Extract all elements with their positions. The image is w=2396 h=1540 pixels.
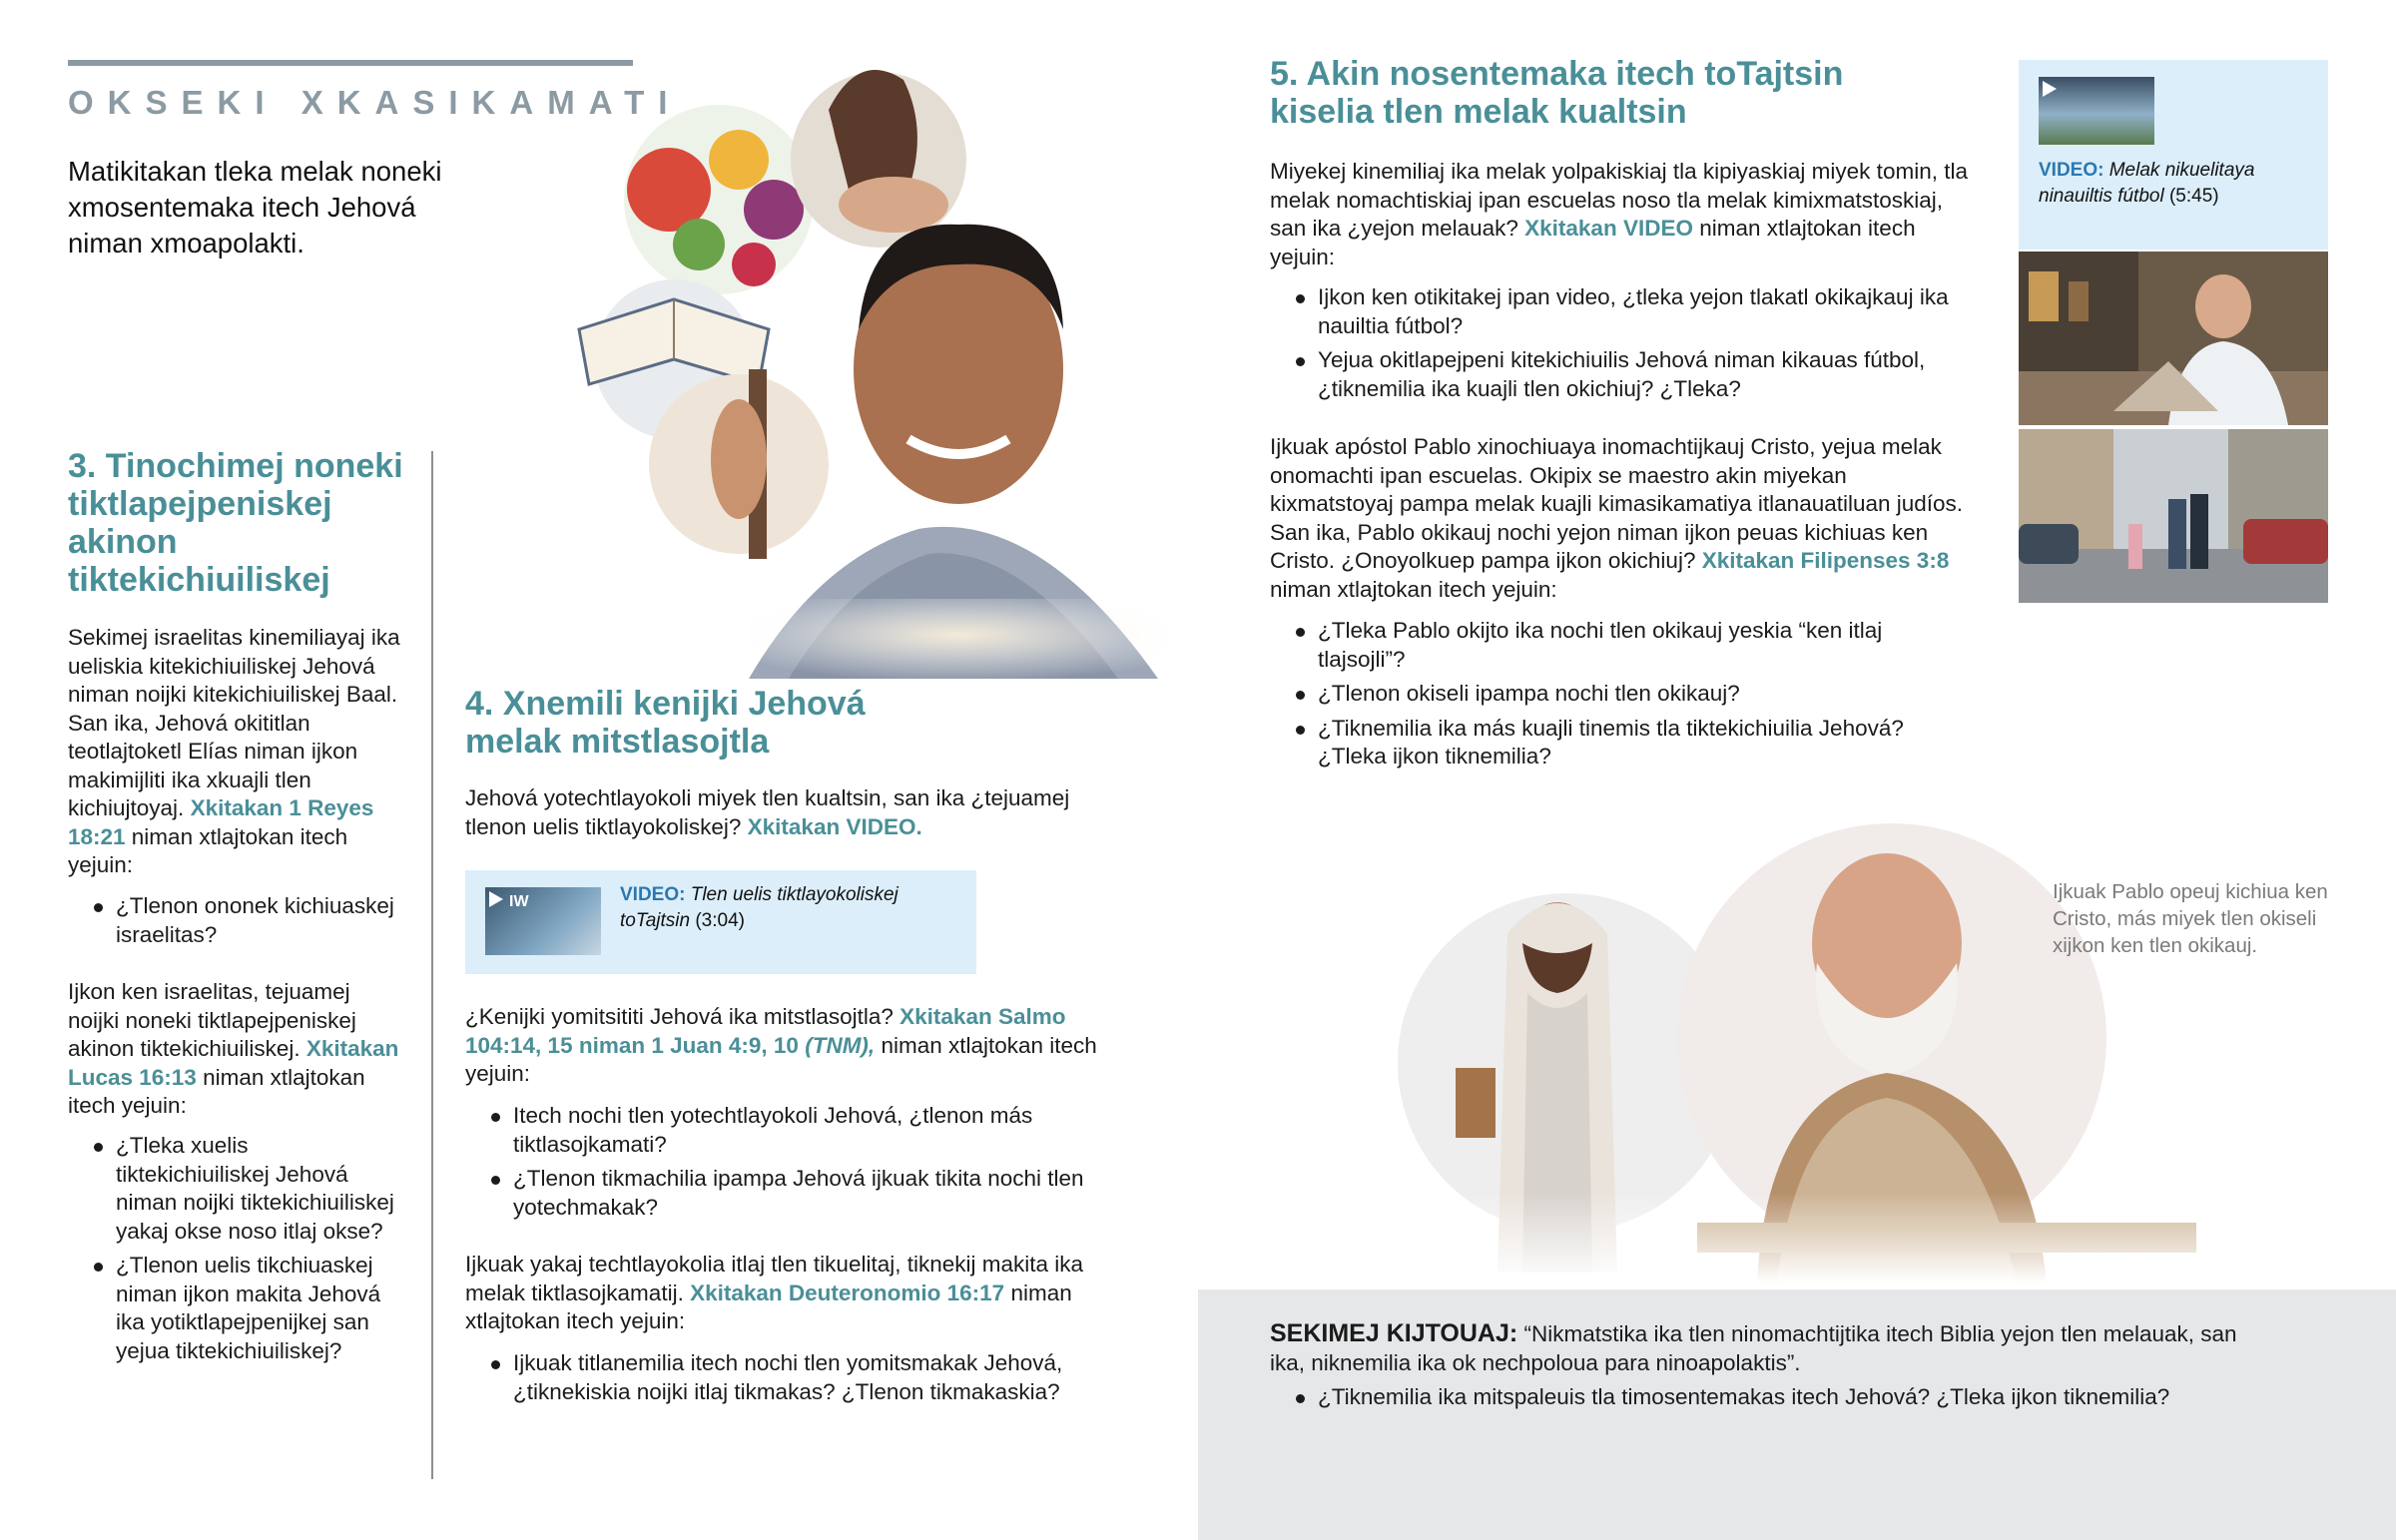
question-item: Ijkon ken otikitakej ipan video, ¿tleka yejon tlakatl okikajkauj ika nauiltia fútbol? [1270,283,1974,340]
section-3-p1-text: Sekimej israelitas kinemiliayaj ika ueliskia kitekichiuiliskej Jehová niman noijki kitekichiuiliskej Baal. San ika, Jehová okititlan teotlajtoketl Elías niman ijkon makimijliti ika xkuajli tlen kichiujtoyaj. [68,625,400,820]
scripture-link-filipenses[interactable]: Xkitakan Filipenses 3:8 [1701,548,1950,573]
question-item: Ijkuak titlanemilia itech nochi tlen yomitsmakak Jehová, ¿tiknekiskia noijki itlaj tikmakas? ¿Tlenon tikmakaskia? [465,1349,1134,1406]
section-5-p1-tail: niman xtlajtokan itech yejuin: [1270,216,1916,269]
section-3-p1-tail: niman xtlajtokan itech yejuin: [68,823,348,877]
video-link-section-4[interactable]: Xkitakan VIDEO. [747,813,922,839]
video-duration: (3:04) [695,910,745,931]
video-title: Tlen uelis tiktlayokoliskej toTajtsin [620,884,898,931]
scripture-link-salmo[interactable]: Xkitakan Salmo 104:14, 15 niman 1 Juan 4:9, 10 [465,1004,1066,1058]
intro-text: Matikitakan tleka melak noneki xmosentemaka itech Jehová niman xmoapolakti. [68,156,442,258]
question-item: Yejua okitlapejpeni kitekichiuilis Jehová niman kikauas fútbol, ¿tiknemilia ika kuajli tlen okichiuj? ¿Tleka? [1270,346,1974,403]
section-4-questions-2 [465,1343,1134,1406]
tnm-tag: (TNM), [805,1032,876,1058]
footer-questions [1270,1383,2268,1412]
section-3-paragraph-1 [68,624,407,880]
question-item: ¿Tleka xuelis tiktekichiuiliskej Jehová niman noijki tiktekichiuiliskej yakaj okse noso itlaj okse? [68,1132,407,1246]
scripture-link-lucas[interactable]: Xkitakan Lucas 16:13 [68,1036,399,1090]
video-title: Melak nikuelitaya ninauiltis fútbol [2039,160,2255,207]
section-5-p1-text: Miyekej kinemiliaj ika melak yolpakiskiaj tla kipiyaskiaj miyek tomin, tla melak nomachtiskiaj ipan escuelas noso tla melak kimixmatstoskiaj, san ika ¿yejon melauak? [1270,159,1968,241]
section-4-paragraph-1 [465,784,1134,841]
section-4-p2-text: ¿Kenijki yomitsititi Jehová ika mitstlasojtla? [465,1004,900,1029]
scripture-link-deuteronomio[interactable]: Xkitakan Deuteronomio 16:17 [690,1280,1005,1305]
video-duration: (5:45) [2168,186,2219,207]
question-item: ¿Tleka Pablo okijto ika nochi tlen okikauj yeskia “ken itlaj tlajsojli”? [1270,617,1974,674]
section-4-p3-text: Ijkuak yakaj techtlayokolia itlaj tlen tikuelitaj, tiknekij makita ika melak tiktlasojkamatij. [465,1252,1084,1305]
iw-badge: IW [509,893,529,910]
video-still-street [2019,429,2328,603]
section-4-paragraph-2 [465,1003,1134,1089]
video-thumbnail[interactable] [2039,77,2154,145]
section-4-title: 4. Xnemili kenijki Jehová melak mitstlasojtla [465,685,866,761]
video-link-section-5[interactable]: Xkitakan VIDEO [1524,216,1693,241]
play-icon[interactable] [489,891,503,907]
header-rule [68,60,633,66]
hero-illustration [559,40,1178,679]
question-item: ¿Tiknemilia ika mitspaleuis tla timosentemakas itech Jehová? ¿Tleka ijkon tiknemilia? [1270,1383,2268,1412]
footer-objection [1270,1319,2268,1412]
video-caption [2039,158,2318,210]
question-item: Itech nochi tlen yotechtlayokoli Jehová, ¿tlenon más tiktlasojkamati? [465,1102,1134,1159]
video-caption [620,882,959,934]
play-icon[interactable] [2043,81,2057,97]
section-5-p2-tail: niman xtlajtokan itech yejuin: [1270,576,1557,602]
video-card-section-4[interactable] [465,870,976,974]
section-5-questions-2 [1270,611,1974,771]
section-3-questions-1 [68,886,407,949]
question-item: ¿Tlenon ononek kichiuaskej israelitas? [68,892,407,949]
section-3-p2-tail: niman xtlajtokan itech yejuin: [68,1064,365,1118]
video-label: VIDEO: [2039,160,2104,181]
section-3-paragraph-2 [68,978,407,1121]
video-still-laptop [2019,252,2328,425]
section-3-p2-text: Ijkon ken israelitas, tejuamej noijki noneki tiktlapejpeniskej akinon tiktekichiuiliskej. [68,979,356,1061]
section-4-p1-text: Jehová yotechtlayokoli miyek tlen kualtsin, san ika ¿tejuamej tlenon uelis tiktlayokoliskej? [465,785,1070,839]
question-item: ¿Tlenon tikmachilia ipampa Jehová ijkuak tikita nochi tlen yotechmakak? [465,1165,1134,1222]
section-4-p2-tail: niman xtlajtokan itech yejuin: [465,1032,1097,1086]
pablo-caption: Ijkuak Pablo opeuj kichiua ken Cristo, más miyek tlen okiseli xijkon ken tlen okikauj. [2053,880,2328,957]
question-item: ¿Tlenon okiseli ipampa nochi tlen okikauj? [1270,680,1974,709]
scripture-link-1-reyes[interactable]: Xkitakan 1 Reyes 18:21 [68,795,374,849]
footer-label: SEKIMEJ KIJTOUAJ: [1270,1319,1518,1347]
question-item: ¿Tlenon uelis tikchiuaskej niman ijkon makita Jehová ika yotiktlapejpenijkej san yejua tiktekichiuiliskej? [68,1252,407,1365]
section-3-questions-2 [68,1126,407,1365]
section-5-questions-1 [1270,277,1974,403]
section-kicker: OKSEKI XKASIKAMATI [68,84,682,121]
video-label: VIDEO: [620,884,686,905]
section-5-paragraph-1 [1270,158,1974,271]
video-thumbnail[interactable] [485,887,601,955]
section-4-p3-tail: niman xtlajtokan itech yejuin: [465,1280,1072,1333]
section-5-p2-text: Ijkuak apóstol Pablo xinochiuaya inomachtijkauj Cristo, yejua melak onomachti ipan escuelas. Okipix se maestro akin miyekan kixmatstoyaj pampa melak kuajli kimasikamatiya itlanauatiluan judíos. San ika, Pablo okikauj nochi yejon niman ijkon peuas kichiuas ken Cristo. ¿Onoyolkuep pampa ijkon okichiuj? [1270,434,1964,573]
video-card-section-5[interactable] [2019,60,2328,250]
question-item: ¿Tiknemilia ika más kuajli tinemis tla tiktekichiuilia Jehová? ¿Tleka ijkon tiknemilia? [1270,715,1974,771]
section-4-questions-1 [465,1096,1134,1222]
section-5-paragraph-2 [1270,433,1974,604]
section-4-paragraph-3 [465,1251,1134,1336]
footer-quote: “Nikmatstika ika tlen ninomachtijtika itech Biblia yejon tlen melauak, san ika, niknemilia ika ok nechpoloua para ninoapolaktis”. [1270,1321,2237,1375]
section-3-title: 3. Tinochimej noneki tiktlapejpeniskej akinon tiktekichiuiliskej [68,447,403,599]
section-5-title: 5. Akin nosentemaka itech toTajtsin kiselia tlen melak kualtsin [1270,55,1844,131]
column-divider [431,451,433,1479]
